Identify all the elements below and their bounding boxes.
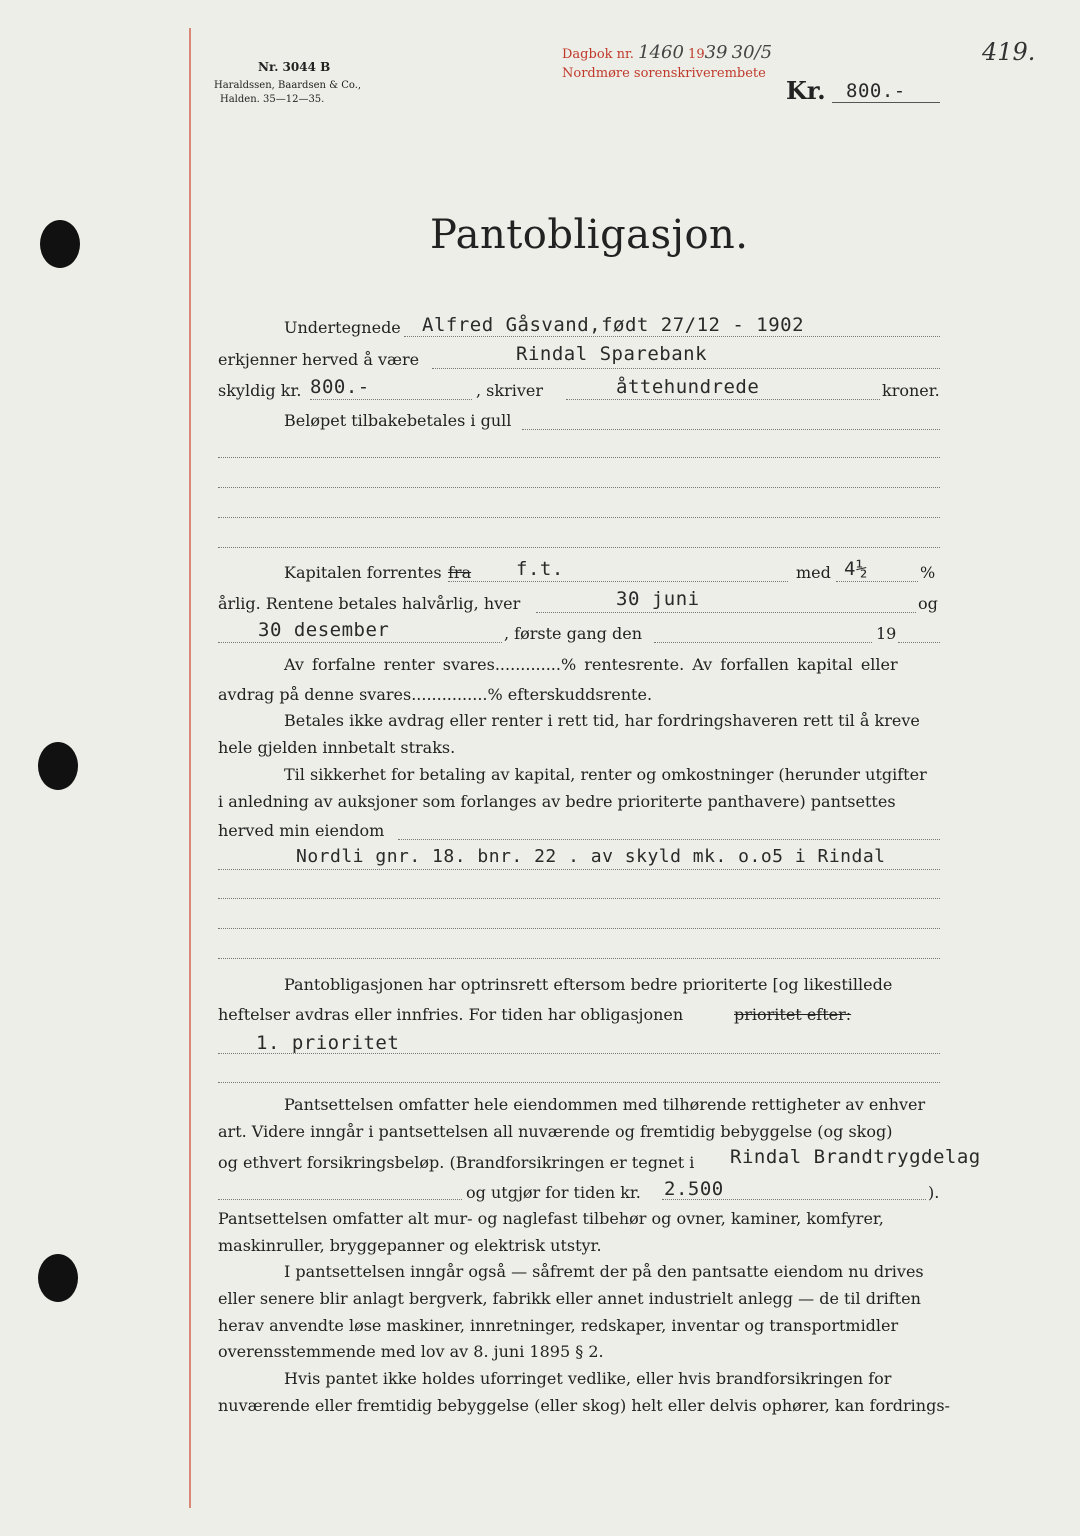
skyldig-dots xyxy=(310,399,472,400)
omfatter-line-1: Pantsettelsen omfatter hele eiendommen med tilhørende rettigheter av enhver xyxy=(284,1095,926,1114)
kapitalen-label: Kapitalen forrentes xyxy=(284,563,442,582)
page-number: 419. xyxy=(982,38,1036,66)
dagbok-number: 1460 xyxy=(638,42,684,63)
priority-dots-1 xyxy=(218,1053,940,1054)
industri-line-1: I pantsettelsen inngår også — såfremt der på den pantsatte eiendom nu drives xyxy=(284,1262,924,1281)
omfatter-line-2: art. Videre inngår i pantsettelsen all nuværende og fremtidig bebyggelse (og skog) xyxy=(218,1122,893,1141)
property-dots-3 xyxy=(218,928,940,929)
forste-dots xyxy=(654,642,872,643)
forfalne-line-2: avdrag på denne svares...............% efterskuddsrente. xyxy=(218,685,653,704)
priority-dots-2 xyxy=(218,1082,940,1083)
punch-hole-bottom xyxy=(38,1254,78,1302)
year-suffix: 39 xyxy=(704,42,728,63)
stamp-dagbok xyxy=(562,42,772,63)
skriver-label: , skriver xyxy=(476,381,543,400)
undertegnede-value: Alfred Gåsvand,født 27/12 - 1902 xyxy=(422,314,805,336)
percent-sign: % xyxy=(920,563,936,582)
belopet-dots-3 xyxy=(218,487,940,488)
printer-line-2: Halden. 35—12—35. xyxy=(220,94,325,105)
skyldig-label: skyldig kr. xyxy=(218,381,302,400)
margin-rule xyxy=(189,28,191,1508)
rate-value: 4½ xyxy=(844,558,868,580)
arlig-label: årlig. Rentene betales halvårlig, hver xyxy=(218,594,521,613)
kr-label: Kr. xyxy=(786,76,826,105)
kroner-label: kroner. xyxy=(882,381,940,400)
vedlike-line-1: Hvis pantet ikke holdes uforringet vedlike, eller hvis brandforsikringen for xyxy=(284,1369,892,1388)
property-value: Nordli gnr. 18. bnr. 22 . av skyld mk. o.o5 i Rindal xyxy=(296,846,886,867)
form-number: Nr. 3044 B xyxy=(258,60,331,74)
punch-hole-middle xyxy=(38,742,78,790)
industri-line-4: overensstemmende med lov av 8. juni 1895 § 2. xyxy=(218,1342,604,1361)
belopet-dots-1 xyxy=(522,429,940,430)
utgjor-label: og utgjør for tiden kr. xyxy=(466,1183,641,1202)
erkjenner-label: erkjenner herved å være xyxy=(218,350,420,369)
property-dots-4 xyxy=(218,958,940,959)
optrinsrett-line-1: Pantobligasjonen har optrinsrett eftersom bedre prioriterte [og likestillede xyxy=(284,975,893,994)
year-prefix: 19 xyxy=(876,624,897,643)
kr-amount: 800.- xyxy=(846,80,906,102)
punch-hole-top xyxy=(40,220,80,268)
belopet-dots-4 xyxy=(218,517,940,518)
priority-value: 1. prioritet xyxy=(256,1032,400,1054)
betales-line-2: hele gjelden innbetalt straks. xyxy=(218,738,456,757)
second-payment-date: 30 desember xyxy=(258,619,390,641)
herved-dots xyxy=(398,839,940,840)
erkjenner-dots xyxy=(432,368,940,369)
undertegnede-dots xyxy=(404,336,940,337)
creditor-value: Rindal Sparebank xyxy=(516,343,708,365)
med-label: med xyxy=(796,563,831,582)
kapitalen-value: f.t. xyxy=(516,558,564,580)
document-title: Pantobligasjon. xyxy=(430,212,749,258)
kr-underline xyxy=(832,102,940,103)
industri-line-2: eller senere blir anlagt bergverk, fabrikk eller annet industrielt anlegg — de til driften xyxy=(218,1289,921,1308)
first-payment-date: 30 juni xyxy=(616,588,700,610)
skyldig-amount: 800.- xyxy=(310,376,370,398)
undertegnede-label: Undertegnede xyxy=(284,318,401,337)
printer-line-1: Haraldssen, Baardsen & Co., xyxy=(214,80,362,91)
stamp-year-prefix: 19 xyxy=(688,47,705,62)
belopet-dots-5 xyxy=(218,547,940,548)
optrinsrett-line-2: heftelser avdras eller innfries. For tiden har obligasjonen xyxy=(218,1005,684,1024)
mur-line-2: maskinruller, bryggepanner og elektrisk utstyr. xyxy=(218,1236,602,1255)
sikkerhet-line-2: i anledning av auksjoner som forlanges av bedre prioriterte panthavere) pantsettes xyxy=(218,792,896,811)
forfalne-line-1: Av forfalne renter svares.............% rentesrente. Av forfallen kapital eller xyxy=(284,655,898,674)
arlig-dots xyxy=(536,612,916,613)
insurance-amount: 2.500 xyxy=(664,1178,724,1200)
belopet-dots-2 xyxy=(218,457,940,458)
skriver-dots xyxy=(566,399,880,400)
forste-label: , første gang den xyxy=(504,624,642,643)
mur-line-1: Pantsettelsen omfatter alt mur- og naglefast tilbehør og ovner, kaminer, komfyrer, xyxy=(218,1209,884,1228)
optrinsrett-struck: prioritet efter: xyxy=(734,1005,852,1024)
property-dots-2 xyxy=(218,898,940,899)
second-date-dots xyxy=(218,642,502,643)
og-label: og xyxy=(918,594,938,613)
herved-label: herved min eiendom xyxy=(218,821,385,840)
utgjor-dots-2 xyxy=(662,1199,926,1200)
betales-line-1: Betales ikke avdrag eller renter i rett tid, har fordringshaveren rett til å kreve xyxy=(284,711,920,730)
belopet-label: Beløpet tilbakebetales i gull xyxy=(284,411,512,430)
kapitalen-struck: fra xyxy=(448,563,472,582)
stamp-dagbok-label: Dagbok nr. xyxy=(562,47,634,62)
insurer-value: Rindal Brandtrygdelag xyxy=(730,1146,981,1168)
year-dots xyxy=(898,642,940,643)
amount-in-words: åttehundrede xyxy=(616,376,760,398)
kapitalen-dots xyxy=(448,581,788,582)
vedlike-line-2: nuværende eller fremtidig bebyggelse (eller skog) helt eller delvis ophører, kan fordrings- xyxy=(218,1396,950,1415)
utgjor-dots-1 xyxy=(218,1199,462,1200)
property-dots-1 xyxy=(218,869,940,870)
industri-line-3: herav anvendte løse maskiner, innretninger, redskaper, inventar og transportmidler xyxy=(218,1316,899,1335)
sikkerhet-line-1: Til sikkerhet for betaling av kapital, renter og omkostninger (herunder utgifter xyxy=(284,765,927,784)
rate-dots xyxy=(836,581,918,582)
date-handwritten: 30/5 xyxy=(731,42,773,63)
stamp-office: Nordmøre sorenskriverembete xyxy=(562,66,766,81)
omfatter-line-3: og ethvert forsikringsbeløp. (Brandforsikringen er tegnet i xyxy=(218,1153,695,1172)
close-paren: ). xyxy=(928,1183,940,1202)
